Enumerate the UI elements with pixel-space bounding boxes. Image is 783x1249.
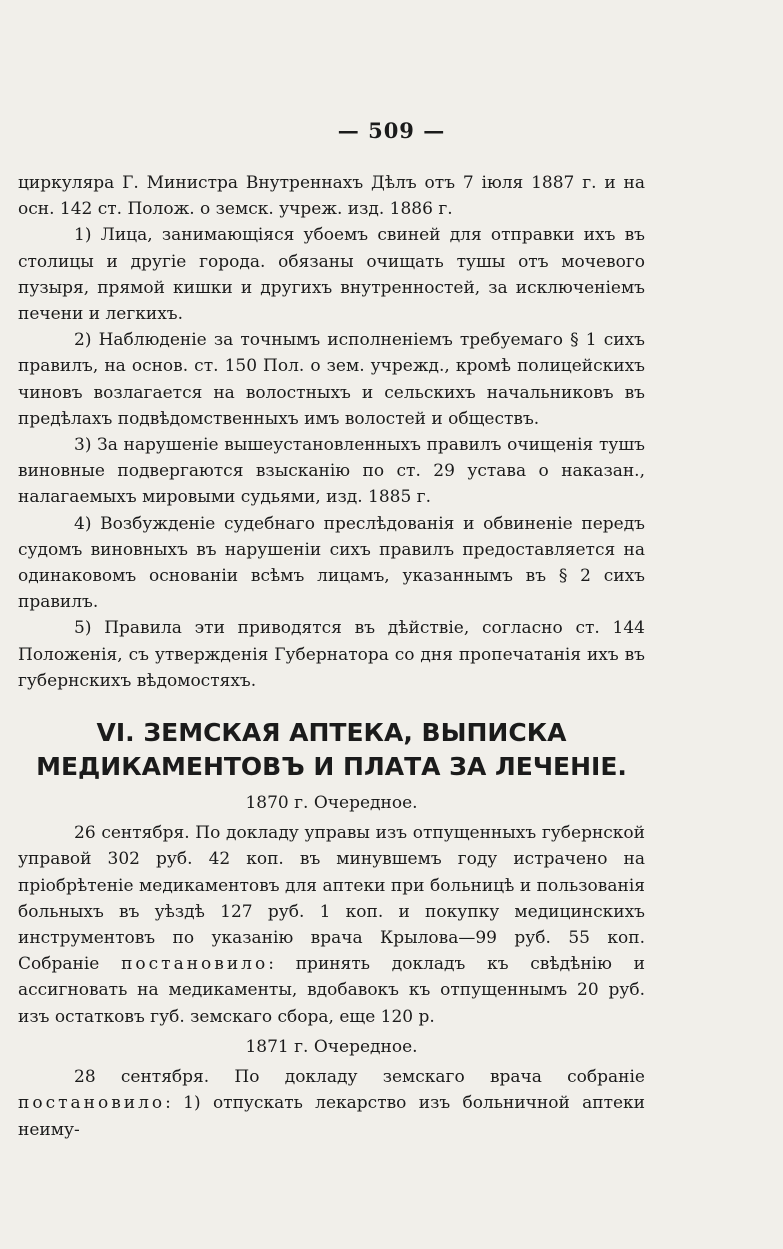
subheading-1870: 1870 г. Очередное.	[245, 793, 418, 814]
paragraph-text-end: : 1) отпускать лекарство изъ больничной аптеки неиму-	[18, 1093, 645, 1140]
rule-paragraph-4: 4) Возбужденіе судебнаго преслѣдованія и обвиненіе передъ судомъ виновныхъ въ нарушеніи сихъ правилъ предоставляется на одинаковомъ основаніи всѣмъ лицамъ, указаннымъ въ § 2 сихъ правилъ.	[18, 513, 645, 613]
paragraph-1871-september	[18, 1064, 645, 1143]
paragraph-circular: циркуляра Г. Министра Внутреннахъ Дѣлъ отъ 7 іюля 1887 г. и на осн. 142 ст. Полож. о земск. учреж. изд. 1886 г.	[18, 173, 645, 220]
paragraph-text-start: 26 сентября. По докладу управы изъ отпущенныхъ губернской управой 302 руб. 42 коп. въ минувшемъ году истрачено на пріобрѣтеніе медикаментовъ для аптеки при больницѣ и пользованія больныхъ въ уѣздѣ 127 руб. 1 коп. и покупку медицинскихъ инструментовъ по указанію врача Крылова—99 руб. 55 коп. Собраніе	[18, 823, 645, 975]
rule-paragraph-2: 2) Наблюденіе за точнымъ исполненіемъ требуемаго § 1 сихъ правилъ, на основ. ст. 150 Пол. о зем. учрежд., кромѣ полицейскихъ чиновъ возлагается на волостныхъ и сельскихъ начальниковъ въ предѣлахъ подвѣдомственныхъ имъ волостей и обществъ.	[18, 330, 645, 429]
paragraph-text-start: 28 сентября. По докладу земскаго врача собраніе	[74, 1067, 645, 1088]
paragraph-1870-september	[18, 820, 645, 1030]
section-heading: VI. ЗЕМСКАЯ АПТЕКА, ВЫПИСКА МЕДИКАМЕНТОВЪ И ПЛАТА ЗА ЛЕЧЕНІЕ.	[36, 718, 627, 782]
subheading-1871: 1871 г. Очередное.	[245, 1036, 418, 1057]
rule-paragraph-5: 5) Правила эти приводятся въ дѣйствіе, согласно ст. 144 Положенія, съ утвержденія Губернатора со дня пропечатанія ихъ въ губернскихъ вѣдомостяхъ.	[18, 618, 645, 691]
rule-paragraph-1: 1) Лица, занимающіяся убоемъ свиней для отправки ихъ въ столицы и другіе города. обязаны очищать тушы отъ мочевого пузыря, прямой кишки и другихъ внутренностей, за исключеніемъ печени и легкихъ.	[18, 225, 645, 325]
spaced-word: постановило	[121, 954, 269, 975]
spaced-word: постановило	[18, 1093, 166, 1114]
page-number: — 509 —	[337, 118, 446, 143]
paragraph-text-end: : принять докладъ къ свѣдѣнію и ассигновать на медикаменты, вдобавокъ къ отпущеннымъ 20 руб. изъ остатковъ губ. земскаго сбора, еще 120 р.	[18, 954, 645, 1027]
rule-paragraph-3: 3) За нарушеніе вышеустановленныхъ правилъ очищенія тушъ виновные подвергаются взысканію по ст. 29 устава о наказан., налагаемыхъ мировыми судьями, изд. 1885 г.	[18, 435, 645, 508]
page-body	[18, 170, 645, 1143]
